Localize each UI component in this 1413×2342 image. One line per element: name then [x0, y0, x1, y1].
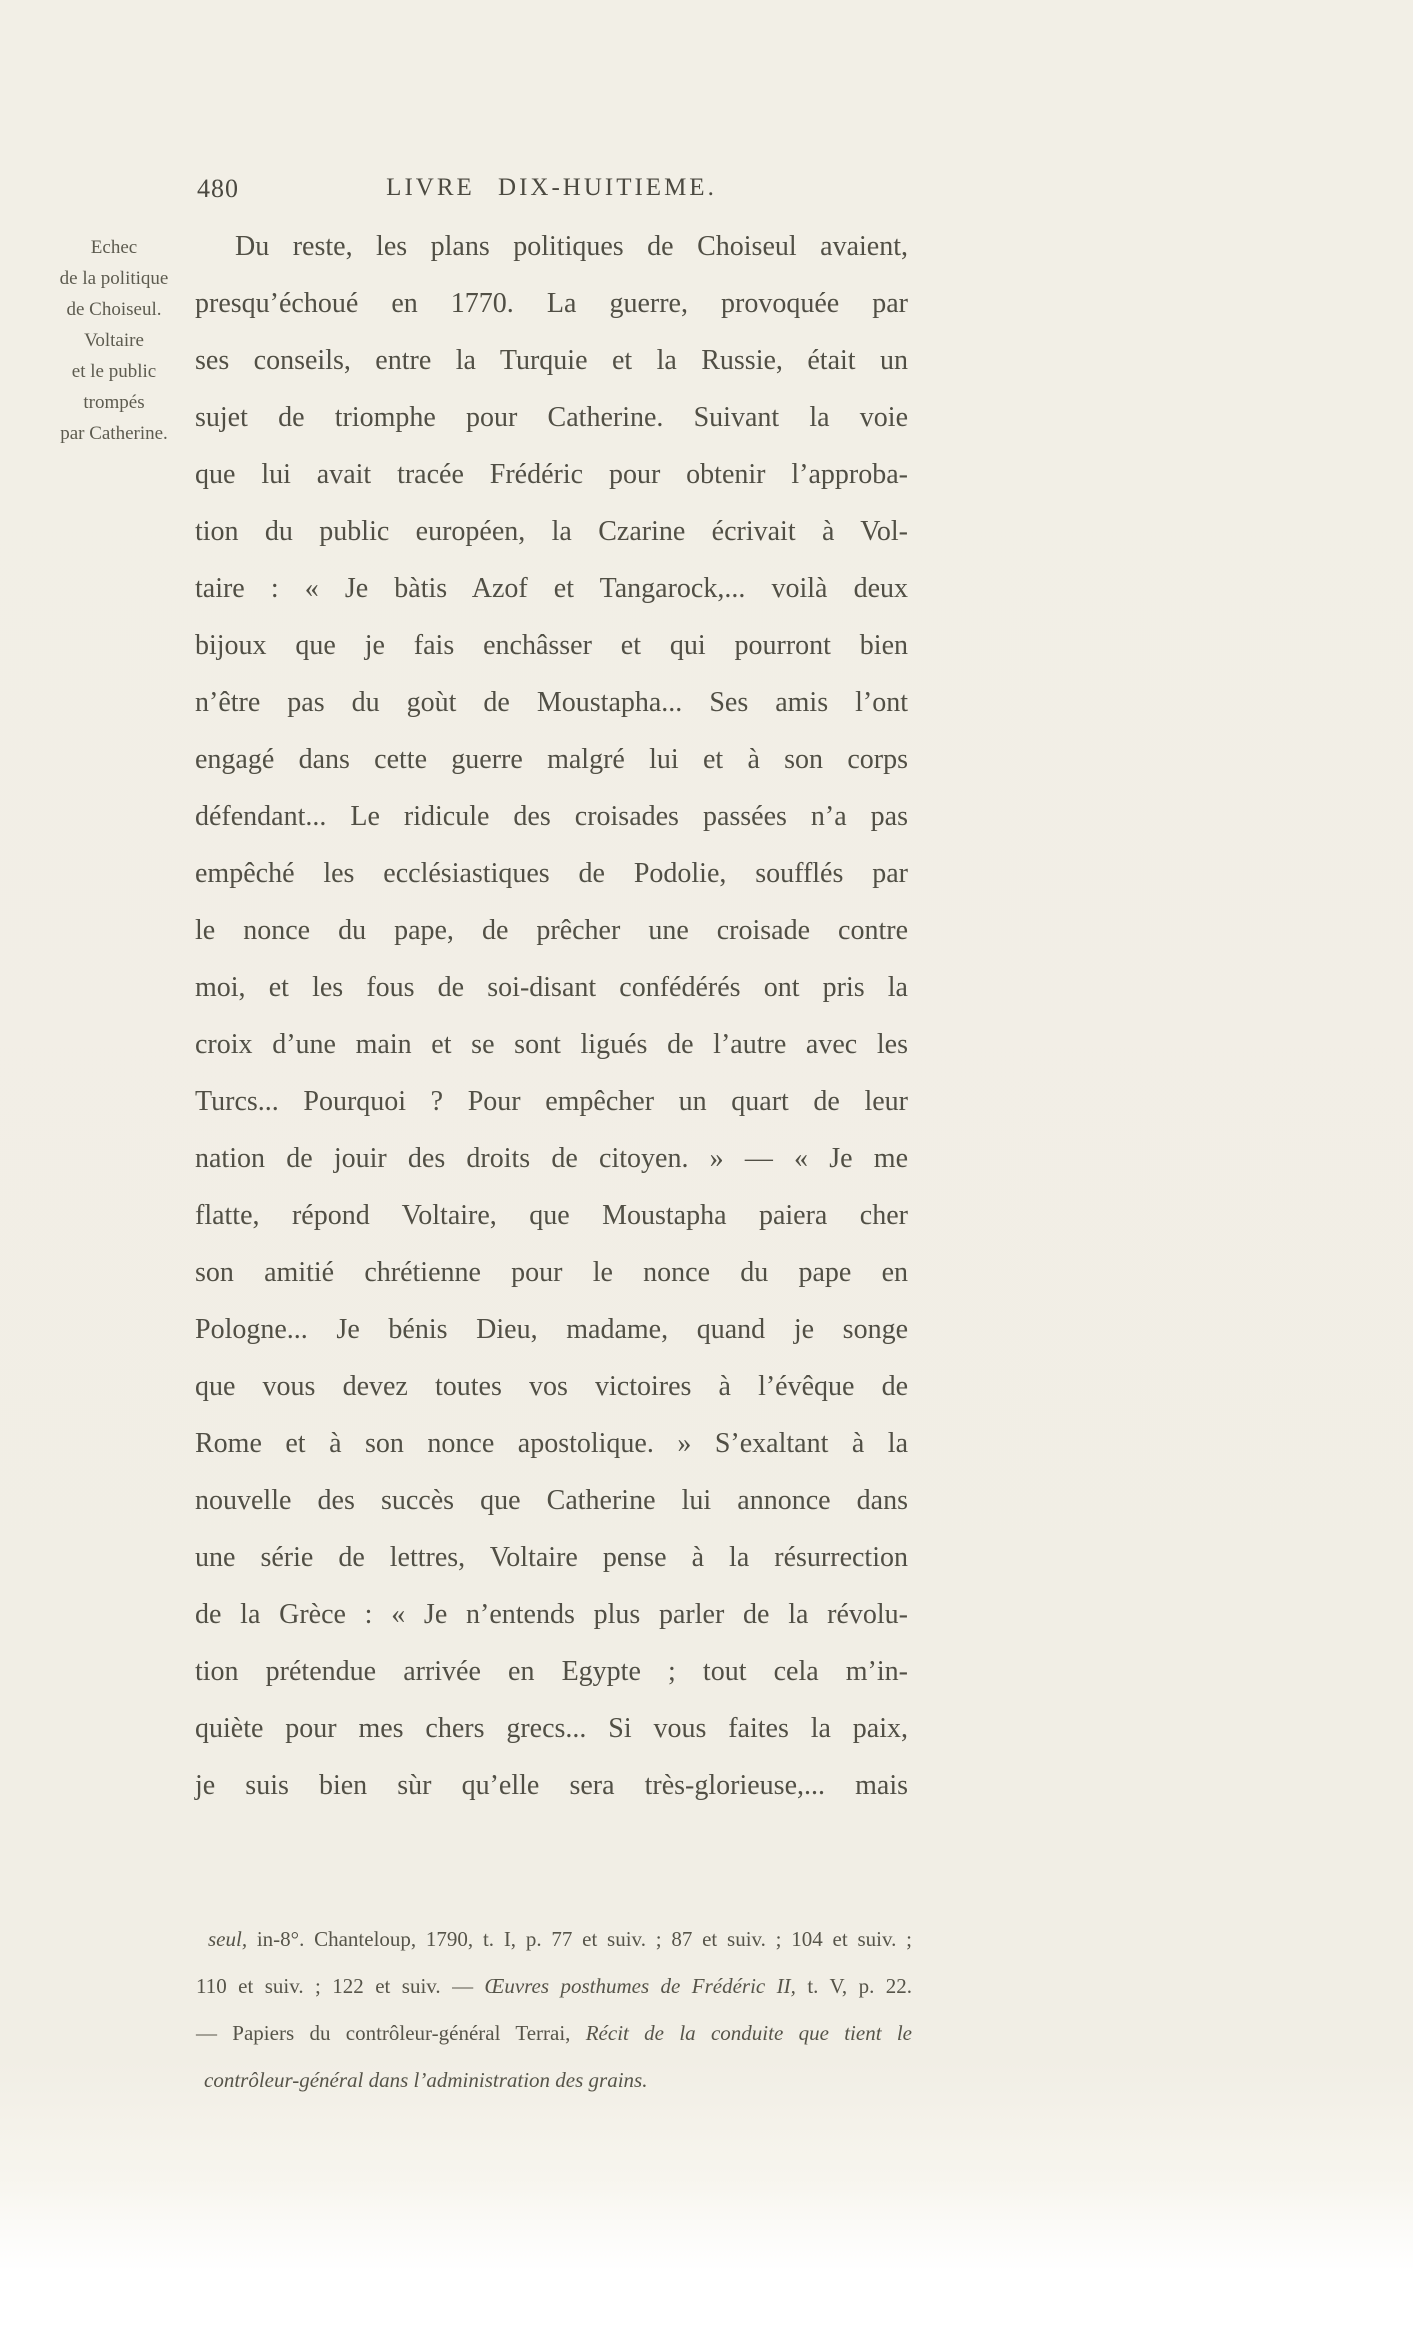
margin-note-line: Voltaire — [84, 330, 144, 351]
footnote-line — [196, 1963, 912, 2010]
text-line: taire : « Je bàtis Azof et Tangarock,... voilà deux — [195, 573, 908, 604]
footnotes — [196, 1916, 912, 2104]
margin-note-line: de la politique — [59, 268, 169, 289]
text-line: ses conseils, entre la Turquie et la Russie, était un — [195, 345, 908, 376]
footnote-text-italic: contrôleur-général dans l’administration des grains. — [204, 2068, 648, 2092]
text-line: que vous devez toutes vos victoires à l’évêque de — [195, 1371, 908, 1402]
text-line: Du reste, les plans politiques de Choiseul avaient, — [235, 231, 908, 262]
margin-note-line: et le public — [71, 361, 157, 382]
text-line: tion du public européen, la Czarine écrivait à Vol- — [195, 516, 908, 547]
margin-note-line: par Catherine. — [60, 423, 168, 444]
text-line: une série de lettres, Voltaire pense à la résurrection — [195, 1542, 908, 1573]
text-line: de la Grèce : « Je n’entends plus parler de la révolu- — [195, 1599, 908, 1630]
text-line: je suis bien sùr qu’elle sera très-glorieuse,... mais — [195, 1770, 908, 1801]
text-line: moi, et les fous de soi-disant confédérés ont pris la — [195, 972, 908, 1003]
margin-note-line: de Choiseul. — [66, 299, 162, 320]
text-line: engagé dans cette guerre malgré lui et à son corps — [195, 744, 908, 775]
page-header — [195, 174, 908, 204]
footnote-line — [196, 1916, 912, 1963]
text-line: nation de jouir des droits de citoyen. » — « Je me — [195, 1143, 908, 1174]
text-line: quiète pour mes chers grecs... Si vous faites la paix, — [195, 1713, 908, 1744]
text-line: tion prétendue arrivée en Egypte ; tout cela m’in- — [195, 1656, 908, 1687]
footnote-text: t. V, p. 22. — [795, 1974, 912, 1998]
footnote-text: 110 et suiv. ; 122 et suiv. — — [196, 1974, 485, 1998]
margin-note — [38, 232, 190, 449]
page-number: 480 — [197, 174, 239, 203]
text-line: défendant... Le ridicule des croisades passées n’a pas — [195, 801, 908, 832]
footnote-line — [196, 2010, 912, 2057]
text-line: Pologne... Je bénis Dieu, madame, quand je songe — [195, 1314, 908, 1345]
footnote-text-italic: Œuvres posthumes de Frédéric II, — [484, 1974, 796, 1998]
text-line: presqu’échoué en 1770. La guerre, provoquée par — [195, 288, 908, 319]
margin-note-line: Echec — [90, 237, 138, 258]
text-line: Rome et à son nonce apostolique. » S’exaltant à la — [195, 1428, 908, 1459]
text-line: nouvelle des succès que Catherine lui annonce dans — [195, 1485, 908, 1516]
footnote-text: in-8°. Chanteloup, 1790, t. I, p. 77 et suiv. ; 87 et suiv. ; 104 et suiv. ; — [247, 1927, 912, 1951]
text-line: bijoux que je fais enchâsser et qui pourront bien — [195, 630, 908, 661]
footnote-text-italic: Récit de la conduite que tient le — [585, 2021, 912, 2045]
text-line: son amitié chrétienne pour le nonce du pape en — [195, 1257, 908, 1288]
text-line: croix d’une main et se sont ligués de l’autre avec les — [195, 1029, 908, 1060]
running-title: LIVRE DIX-HUITIEME. — [386, 174, 717, 201]
text-line: Turcs... Pourquoi ? Pour empêcher un quart de leur — [195, 1086, 908, 1117]
margin-note-line: trompés — [83, 392, 145, 413]
text-line: n’être pas du goùt de Moustapha... Ses amis l’ont — [195, 687, 908, 718]
footnote-text-italic: seul, — [208, 1927, 248, 1951]
text-line: empêché les ecclésiastiques de Podolie, soufflés par — [195, 858, 908, 889]
footnote-line — [196, 2057, 912, 2104]
text-line: que lui avait tracée Frédéric pour obtenir l’approba- — [195, 459, 908, 490]
text-line: flatte, répond Voltaire, que Moustapha paiera cher — [195, 1200, 908, 1231]
body-text — [195, 218, 908, 1814]
text-line: le nonce du pape, de prêcher une croisade contre — [195, 915, 908, 946]
text-line: sujet de triomphe pour Catherine. Suivant la voie — [195, 402, 908, 433]
footnote-text: — Papiers du contrôleur-général Terrai, — [196, 2021, 586, 2045]
